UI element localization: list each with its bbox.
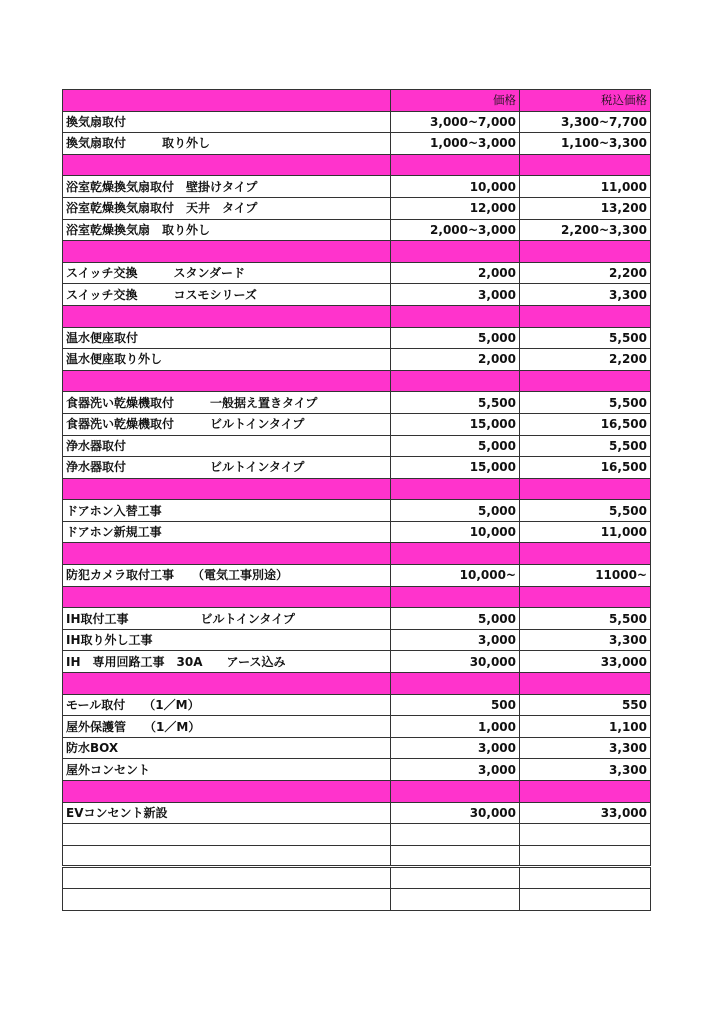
section-separator-row — [63, 673, 651, 695]
item-name: 屋外コンセント — [63, 759, 391, 781]
item-name: 屋外保護管 （1／M） — [63, 716, 391, 738]
section-separator-row — [63, 370, 651, 392]
separator-cell — [520, 586, 651, 608]
item-tax-price: 3,300 — [520, 629, 651, 651]
item-price: 2,000 — [391, 349, 520, 371]
item-price: 3,000~7,000 — [391, 111, 520, 133]
separator-cell — [391, 543, 520, 565]
separator-cell — [391, 241, 520, 263]
separator-cell — [63, 586, 391, 608]
separator-cell — [520, 543, 651, 565]
section-separator-row — [63, 586, 651, 608]
item-price: 1,000 — [391, 716, 520, 738]
table-row — [63, 500, 651, 522]
table-row — [63, 413, 651, 435]
table-row — [63, 694, 651, 716]
table-row — [63, 737, 651, 759]
item-price: 12,000 — [391, 197, 520, 219]
separator-cell — [520, 305, 651, 327]
blank-cell — [520, 867, 651, 889]
section-separator-row — [63, 781, 651, 803]
blank-row — [63, 888, 651, 910]
item-tax-price: 5,500 — [520, 327, 651, 349]
blank-row — [63, 867, 651, 889]
separator-cell — [520, 478, 651, 500]
blank-cell — [63, 867, 391, 889]
item-tax-price: 3,300~7,700 — [520, 111, 651, 133]
item-name: 温水便座取付 — [63, 327, 391, 349]
table-row — [63, 608, 651, 630]
separator-cell — [520, 781, 651, 803]
item-price: 2,000~3,000 — [391, 219, 520, 241]
separator-cell — [391, 154, 520, 176]
item-name: IH取り外し工事 — [63, 629, 391, 651]
item-price: 30,000 — [391, 802, 520, 824]
blank-row — [63, 824, 651, 846]
item-name: 浴室乾燥換気扇 取り外し — [63, 219, 391, 241]
item-name: IH 専用回路工事 30A アース込み — [63, 651, 391, 673]
header-row — [63, 90, 651, 112]
table-row — [63, 284, 651, 306]
item-price: 5,000 — [391, 500, 520, 522]
section-separator-row — [63, 154, 651, 176]
item-name: スイッチ交換 コスモシリーズ — [63, 284, 391, 306]
blank-cell — [63, 888, 391, 910]
blank-cell — [520, 888, 651, 910]
blank-row — [63, 845, 651, 867]
item-name: ドアホン入替工事 — [63, 500, 391, 522]
item-name: ドアホン新規工事 — [63, 521, 391, 543]
price-table-body — [63, 90, 651, 911]
separator-cell — [391, 673, 520, 695]
table-row — [63, 651, 651, 673]
separator-cell — [520, 673, 651, 695]
item-tax-price: 550 — [520, 694, 651, 716]
item-price: 5,000 — [391, 608, 520, 630]
item-tax-price: 2,200~3,300 — [520, 219, 651, 241]
separator-cell — [391, 478, 520, 500]
item-name: 浴室乾燥換気扇取付 壁掛けタイプ — [63, 176, 391, 198]
table-row — [63, 716, 651, 738]
table-row — [63, 111, 651, 133]
price-table — [62, 89, 651, 911]
item-name: 換気扇取付 — [63, 111, 391, 133]
item-price: 2,000 — [391, 262, 520, 284]
item-price: 5,500 — [391, 392, 520, 414]
separator-cell — [520, 370, 651, 392]
blank-cell — [63, 845, 391, 867]
separator-cell — [63, 478, 391, 500]
item-name: EVコンセント新設 — [63, 802, 391, 824]
item-name: 食器洗い乾燥機取付 ビルトインタイプ — [63, 413, 391, 435]
separator-cell — [391, 305, 520, 327]
item-price: 1,000~3,000 — [391, 133, 520, 155]
item-tax-price: 11,000 — [520, 176, 651, 198]
item-name: 防犯カメラ取付工事 （電気工事別途） — [63, 565, 391, 587]
table-row — [63, 435, 651, 457]
blank-cell — [391, 845, 520, 867]
item-price: 5,000 — [391, 435, 520, 457]
separator-cell — [63, 543, 391, 565]
table-row — [63, 327, 651, 349]
separator-cell — [63, 305, 391, 327]
section-separator-row — [63, 478, 651, 500]
blank-cell — [520, 845, 651, 867]
item-price: 15,000 — [391, 457, 520, 479]
table-row — [63, 219, 651, 241]
separator-cell — [391, 781, 520, 803]
item-name: 浄水器取付 — [63, 435, 391, 457]
separator-cell — [63, 154, 391, 176]
item-price: 3,000 — [391, 629, 520, 651]
item-price: 10,000 — [391, 176, 520, 198]
section-separator-row — [63, 305, 651, 327]
blank-cell — [520, 824, 651, 846]
table-row — [63, 802, 651, 824]
separator-cell — [391, 370, 520, 392]
header-tax-price: 税込価格 — [520, 90, 651, 112]
table-row — [63, 176, 651, 198]
table-row — [63, 565, 651, 587]
item-tax-price: 5,500 — [520, 392, 651, 414]
item-tax-price: 11,000 — [520, 521, 651, 543]
item-price: 30,000 — [391, 651, 520, 673]
item-tax-price: 1,100 — [520, 716, 651, 738]
item-tax-price: 2,200 — [520, 262, 651, 284]
section-separator-row — [63, 241, 651, 263]
item-name: 防水BOX — [63, 737, 391, 759]
separator-cell — [63, 781, 391, 803]
item-price: 10,000 — [391, 521, 520, 543]
item-price: 15,000 — [391, 413, 520, 435]
item-tax-price: 11000~ — [520, 565, 651, 587]
header-price: 価格 — [391, 90, 520, 112]
item-price: 500 — [391, 694, 520, 716]
separator-cell — [63, 241, 391, 263]
item-name: スイッチ交換 スタンダード — [63, 262, 391, 284]
item-name: モール取付 （1／M） — [63, 694, 391, 716]
table-row — [63, 392, 651, 414]
item-name: IH取付工事 ビルトインタイプ — [63, 608, 391, 630]
blank-cell — [391, 867, 520, 889]
blank-cell — [391, 888, 520, 910]
item-tax-price: 3,300 — [520, 284, 651, 306]
item-tax-price: 33,000 — [520, 802, 651, 824]
item-name: 食器洗い乾燥機取付 一般据え置きタイプ — [63, 392, 391, 414]
blank-cell — [63, 824, 391, 846]
item-name: 換気扇取付 取り外し — [63, 133, 391, 155]
item-tax-price: 3,300 — [520, 759, 651, 781]
item-tax-price: 5,500 — [520, 435, 651, 457]
separator-cell — [391, 586, 520, 608]
item-tax-price: 13,200 — [520, 197, 651, 219]
table-row — [63, 759, 651, 781]
table-row — [63, 521, 651, 543]
item-price: 10,000~ — [391, 565, 520, 587]
item-tax-price: 5,500 — [520, 608, 651, 630]
item-tax-price: 1,100~3,300 — [520, 133, 651, 155]
item-name: 浄水器取付 ビルトインタイプ — [63, 457, 391, 479]
header-name-cell — [63, 90, 391, 112]
separator-cell — [63, 673, 391, 695]
separator-cell — [520, 241, 651, 263]
table-row — [63, 262, 651, 284]
item-tax-price: 16,500 — [520, 457, 651, 479]
table-row — [63, 133, 651, 155]
table-row — [63, 457, 651, 479]
separator-cell — [63, 370, 391, 392]
table-row — [63, 349, 651, 371]
section-separator-row — [63, 543, 651, 565]
item-tax-price: 3,300 — [520, 737, 651, 759]
item-price: 3,000 — [391, 737, 520, 759]
blank-cell — [391, 824, 520, 846]
item-name: 温水便座取り外し — [63, 349, 391, 371]
item-tax-price: 16,500 — [520, 413, 651, 435]
item-price: 3,000 — [391, 759, 520, 781]
item-tax-price: 2,200 — [520, 349, 651, 371]
table-row — [63, 197, 651, 219]
table-row — [63, 629, 651, 651]
item-tax-price: 5,500 — [520, 500, 651, 522]
item-tax-price: 33,000 — [520, 651, 651, 673]
item-price: 5,000 — [391, 327, 520, 349]
item-name: 浴室乾燥換気扇取付 天井 タイプ — [63, 197, 391, 219]
separator-cell — [520, 154, 651, 176]
item-price: 3,000 — [391, 284, 520, 306]
